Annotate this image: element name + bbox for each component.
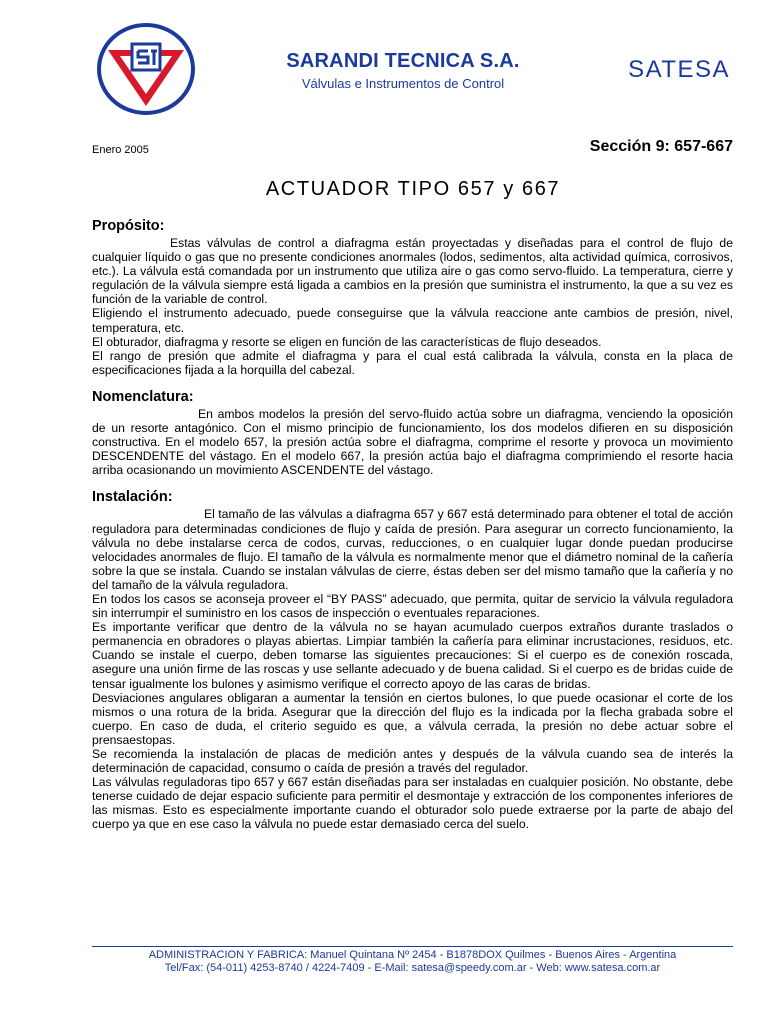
paragraph: Estas válvulas de control a diafragma están proyectadas y diseñadas para el control de flujo de cualquier líquido o gas que no presente condiciones anormales (lodos, sedimentos, alta actividad química, corrosivos, etc.). La válvula está comandada por un instrumento que utiliza aire o gas como servo-fluido. La temperatura, cierre y regulación de la válvula siempre está ligada a cambios en la presión que suministra el instrumento, la que a su vez es función de la variable de control. — [92, 236, 733, 307]
brand-name: SATESA — [628, 56, 730, 83]
paragraph: El obturador, diafragma y resorte se eligen en función de las características de flujo deseados. — [92, 334, 602, 349]
document-date: Enero 2005 — [92, 144, 149, 156]
satesa-logo-icon — [96, 22, 196, 116]
footer-divider — [92, 946, 733, 947]
company-block — [200, 50, 606, 91]
paragraph: El rango de presión que admite el diafragma y para el cual está calibrada la válvula, consta en la placa de especificaciones fijada a la horquilla del cabezal. — [92, 348, 733, 377]
footer — [92, 949, 733, 975]
section-heading: Nomenclatura: — [92, 388, 194, 405]
section-heading: Instalación: — [92, 489, 173, 506]
section-heading: Propósito: — [92, 218, 165, 234]
paragraph: Es importante verificar que dentro de la válvula no se hayan acumulado cuerpos extraños durante traslados o permanencia en obradores o playas abiertas. Limpiar también la cañería para eliminar incrustaciones, residuos, etc. Cuando se instale el cuerpo, deben tomarse las siguientes precauciones: Si el cuerpo es de conexión roscada, asegure una unión firme de las roscas y use sellante adecuado y de buena calidad. Si el cuerpo es de bridas cuide de tensar igualmente los bulones y asimismo verifique el correcto apoyo de las caras de bridas. — [92, 620, 733, 691]
footer-address: ADMINISTRACION Y FABRICA: Manuel Quintana Nº 2454 - B1878DOX Quilmes - Buenos Aires - Argentina — [148, 949, 677, 961]
footer-contact: Tel/Fax: (54-011) 4253-8740 / 4224-7409 - E-Mail: satesa@speedy.com.ar - Web: www.satesa.com.ar — [164, 962, 661, 974]
section-nomenclatura — [92, 389, 733, 477]
paragraph: En todos los casos se aconseja proveer el “BY PASS” adecuado, que permita, quitar de servicio la válvula reguladora sin interrumpir el suministro en los casos de inspección o eventuales reparaciones. — [92, 591, 733, 621]
document-body — [92, 218, 733, 844]
paragraph: Las válvulas reguladoras tipo 657 y 667 están diseñadas para ser instaladas en cualquier posición. No obstante, debe tenerse cuidado de dejar espacio suficiente para permitir el desmontaje y extracción de los componentes inferiores de las mismas. Esto es especialmente importante cuando el obturador solo puede extraerse por la parte de abajo del cuerpo ya que en ese caso la válvula no puede estar demasiado cerca del suelo. — [92, 775, 733, 832]
paragraph: Desviaciones angulares obligaran a aumentar la tensión en ciertos bulones, lo que puede ocasionar el corte de los mismos o una rotura de la brida. Asegurar que la dirección del flujo es la indicada por la flecha grabada sobre el cuerpo. En caso de duda, el criterio seguido es que, a válvula cerrada, la presión no debe actuar sobre el prensaestopas. — [92, 690, 733, 747]
section-proposito — [92, 218, 733, 377]
section-label: Sección 9: 657-667 — [589, 138, 733, 155]
paragraph: En ambos modelos la presión del servo-fluido actúa sobre un diafragma, venciendo la oposición de un resorte antagónico. Con el mismo principio de funcionamiento, los dos modelos difieren en su disposición constructiva. En el modelo 657, la presión actúa sobre el diafragma, comprime el resorte y provoca un movimiento DESCENDENTE del vástago. En el modelo 667, la presión actúa bajo el diafragma comprimiendo el resorte hacia arriba ocasionando un movimiento ASCENDENTE del vástago. — [92, 406, 733, 478]
paragraph: Se recomienda la instalación de placas de medición antes y después de la válvula cuando sea de interés la determinación de capacidad, consumo o caída de presión a través del regulador. — [92, 747, 733, 776]
paragraph: Eligiendo el instrumento adecuado, puede conseguirse que la válvula reaccione ante cambios de presión, nivel, temperatura, etc. — [92, 306, 733, 335]
section-instalacion — [92, 489, 733, 831]
paragraph: El tamaño de las válvulas a diafragma 657 y 667 está determinado para obtener el total de acción reguladora para determinadas condiciones de flujo y caída de presión. Para asegurar un correcto funcionamiento, la válvula no debe instalarse cerca de codos, curvas, reducciones, o en cualquier lugar donde puedan producirse velocidades anormales de flujo. El tamaño de la válvula es normalmente menor que el diámetro nominal de la cañería sobre la que se instala. Cuando se instalan válvulas de cierre, éstas deben ser del mismo tamaño que la cañería y no del tamaño de la válvula reguladora. — [92, 507, 733, 592]
company-tagline: Válvulas e Instrumentos de Control — [301, 76, 505, 91]
document-title: ACTUADOR TIPO 657 y 667 — [265, 178, 561, 200]
company-name: SARANDI TECNICA S.A. — [286, 50, 520, 72]
